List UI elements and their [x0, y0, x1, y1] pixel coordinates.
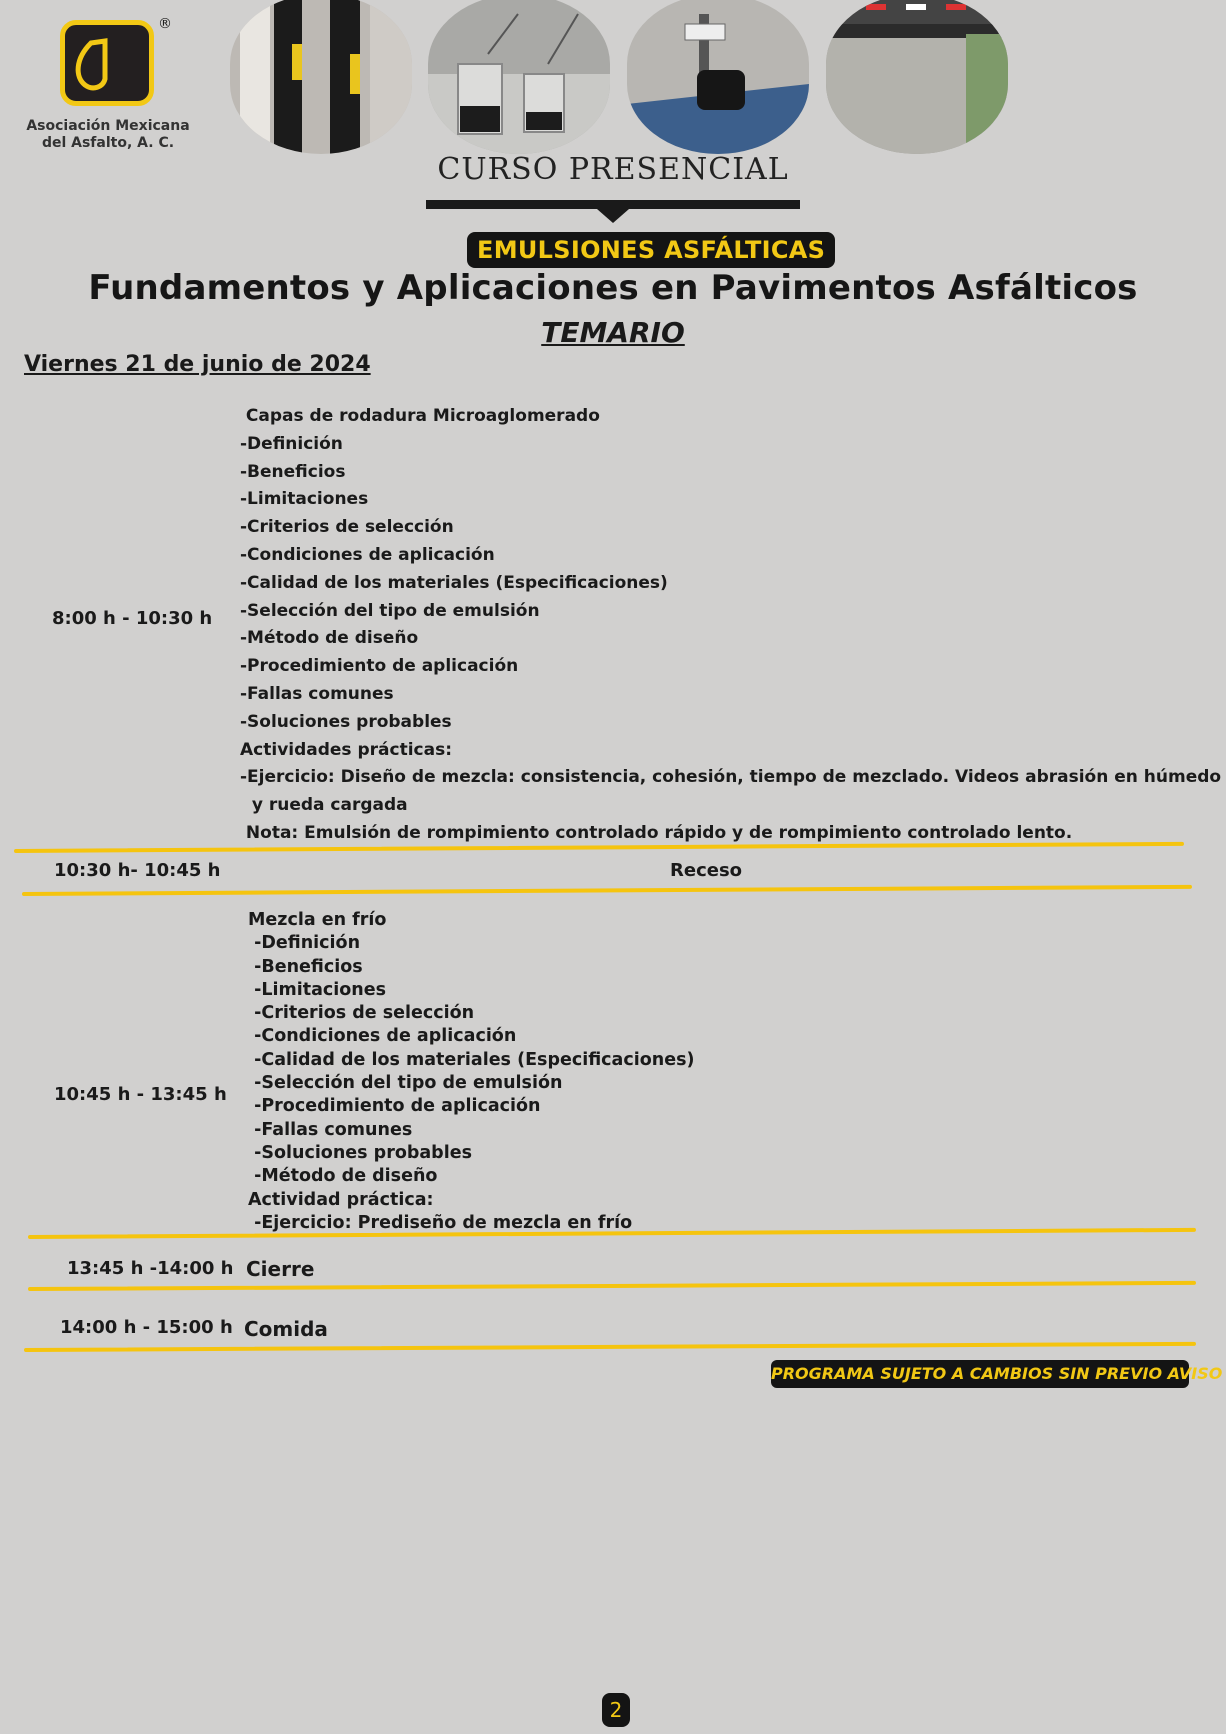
session-date: Viernes 21 de junio de 2024 — [24, 352, 371, 377]
topic-line: Actividad práctica: — [248, 1189, 434, 1210]
photo-asphalt-tubes — [230, 0, 412, 154]
topic-line: -Soluciones probables — [240, 711, 452, 732]
session-time: 10:30 h- 10:45 h — [54, 860, 221, 881]
session-time: 10:45 h - 13:45 h — [54, 1084, 227, 1105]
topic-line: -Método de diseño — [248, 1166, 438, 1187]
topic-line: Mezcla en frío — [248, 910, 387, 930]
session-topics — [240, 403, 1221, 848]
topic-line: -Definición — [240, 433, 343, 454]
topic-line: -Beneficios — [248, 956, 363, 977]
topic-line: -Limitaciones — [240, 489, 369, 510]
topic-line: Capas de rodadura Microaglomerado — [240, 406, 600, 426]
syllabus-heading: TEMARIO — [541, 316, 685, 349]
topic-line: -Ejercicio: Diseño de mezcla: consistencia, cohesión, tiempo de mezclado. Videos abrasión en húmedo — [240, 767, 1222, 788]
topic-line: Actividades prácticas: — [240, 739, 452, 760]
session-topics — [248, 909, 695, 1235]
org-name-line2: del Asfalto, A. C. — [41, 135, 175, 151]
session-time: 13:45 h -14:00 h — [67, 1258, 234, 1279]
organization-name — [20, 118, 196, 152]
topic-line: Nota: Emulsión de rompimiento controlado rápido y de rompimiento controlado lento. — [240, 822, 1073, 843]
topic-line: -Condiciones de aplicación — [240, 544, 495, 565]
separator-line — [22, 885, 1192, 896]
course-divider — [426, 200, 800, 209]
topic-line: -Calidad de los materiales (Especificaciones) — [248, 1049, 695, 1070]
topic-line: -Criterios de selección — [248, 1003, 475, 1024]
topic-line: -Método de diseño — [240, 628, 419, 649]
course-divider-arrow — [597, 209, 629, 223]
topic-line: -Selección del tipo de emulsión — [240, 600, 540, 621]
topic-badge: EMULSIONES ASFÁLTICAS — [467, 232, 835, 268]
topic-line: -Calidad de los materiales (Especificaciones) — [240, 572, 668, 593]
topic-line: -Criterios de selección — [240, 517, 454, 538]
topic-line: -Definición — [248, 933, 361, 954]
org-name-line1: Asociación Mexicana — [26, 118, 190, 134]
topic-line: -Procedimiento de aplicación — [248, 1096, 541, 1117]
asphalt-drop-icon — [69, 29, 145, 97]
topic-line: -Soluciones probables — [248, 1142, 472, 1163]
topic-line: -Beneficios — [240, 461, 346, 482]
course-label: CURSO PRESENCIAL — [437, 152, 789, 187]
photo-beakers — [428, 0, 610, 154]
topic-line: -Fallas comunes — [240, 683, 394, 704]
topic-line: -Fallas comunes — [248, 1119, 413, 1140]
photo-paving-machine — [826, 0, 1008, 154]
session-title: Cierre — [246, 1257, 315, 1281]
topic-line: -Condiciones de aplicación — [248, 1026, 517, 1047]
association-logo — [60, 20, 154, 106]
photo-mixer — [627, 0, 809, 154]
topic-line: -Selección del tipo de emulsión — [248, 1073, 563, 1094]
session-title: Comida — [244, 1317, 328, 1341]
topic-line: y rueda cargada — [240, 795, 408, 816]
session-time: 8:00 h - 10:30 h — [52, 608, 213, 629]
registered-mark: ® — [158, 16, 172, 32]
topic-line: -Limitaciones — [248, 979, 387, 1000]
session-title: Receso — [670, 860, 743, 881]
page-number: 2 — [602, 1693, 630, 1727]
course-title: Fundamentos y Aplicaciones en Pavimentos Asfálticos — [88, 268, 1138, 308]
separator-line — [28, 1281, 1196, 1291]
separator-line — [24, 1342, 1196, 1352]
disclaimer-badge: PROGRAMA SUJETO A CAMBIOS SIN PREVIO AVISO — [771, 1360, 1189, 1388]
topic-line: -Ejercicio: Prediseño de mezcla en frío — [248, 1212, 633, 1233]
topic-line: -Procedimiento de aplicación — [240, 656, 519, 677]
session-time: 14:00 h - 15:00 h — [60, 1317, 233, 1338]
